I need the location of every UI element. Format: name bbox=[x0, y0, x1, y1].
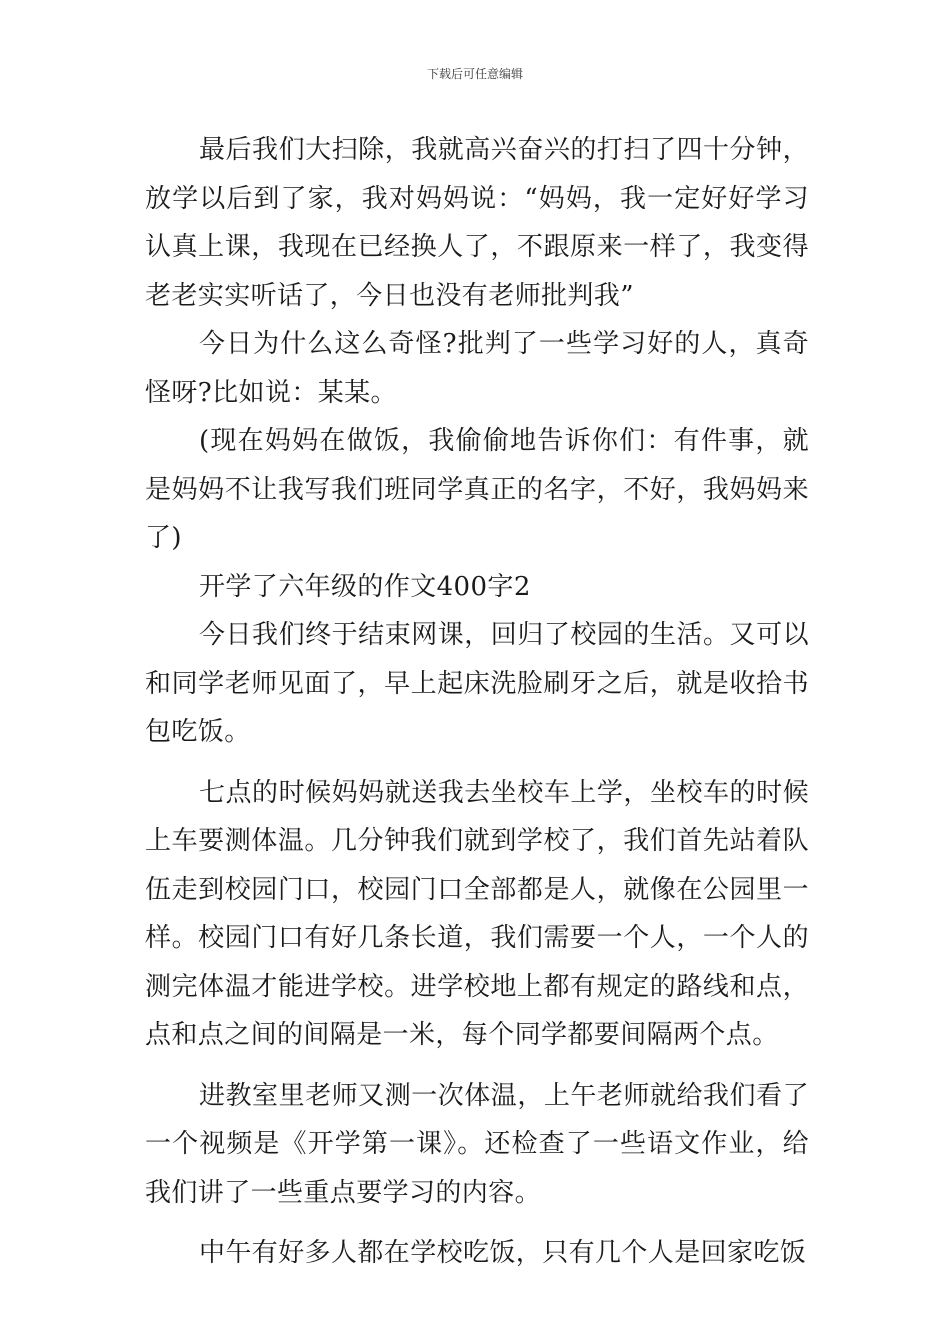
paragraph-classroom: 进教室里老师又测一次体温，上午老师就给我们看了一个视频是《开学第一课》。还检查了一些语文作业，给我们讲了一些重点要学习的内容。 bbox=[145, 1080, 809, 1208]
paragraph-return-school: 今日我们终于结束网课，回归了校园的生活。又可以和同学老师见面了，早上起床洗脸刷牙之后，就是收拾书包吃饭。 bbox=[145, 620, 809, 747]
document-body bbox=[145, 126, 809, 1278]
paragraph-school-bus: 七点的时候妈妈就送我去坐校车上学，坐校车的时候上车要测体温。几分钟我们就到学校了，我们首先站着队伍走到校园门口，校园门口全部都是人，就像在公园里一样。校园门口有好几条长道，我们需要一个人，一个人的测完体温才能进学校。进学校地上都有规定的路线和点，点和点之间的间隔是一米，每个同学都要间隔两个点。 bbox=[145, 777, 809, 1050]
paragraph-lunch: 中午有好多人都在学校吃饭，只有几个人是回家吃饭 bbox=[199, 1238, 807, 1268]
paragraph-strange: 今日为什么这么奇怪?批判了一些学习好的人，真奇怪呀?比如说：某某。 bbox=[145, 329, 809, 408]
essay-title: 开学了六年级的作文400字2 bbox=[199, 571, 531, 602]
paragraph-secret: (现在妈妈在做饭，我偷偷地告诉你们：有件事，就是妈妈不让我写我们班同学真正的名字，不好，我妈妈来了) bbox=[145, 426, 809, 553]
page-header: 下载后可任意编辑 bbox=[426, 67, 523, 81]
paragraph-cleanup: 最后我们大扫除，我就高兴奋兴的打扫了四十分钟，放学以后到了家，我对妈妈说：“妈妈，我一定好好学习认真上课，我现在已经换人了，不跟原来一样了，我变得老老实实听话了，今日也没有老师批判我” bbox=[145, 135, 809, 311]
